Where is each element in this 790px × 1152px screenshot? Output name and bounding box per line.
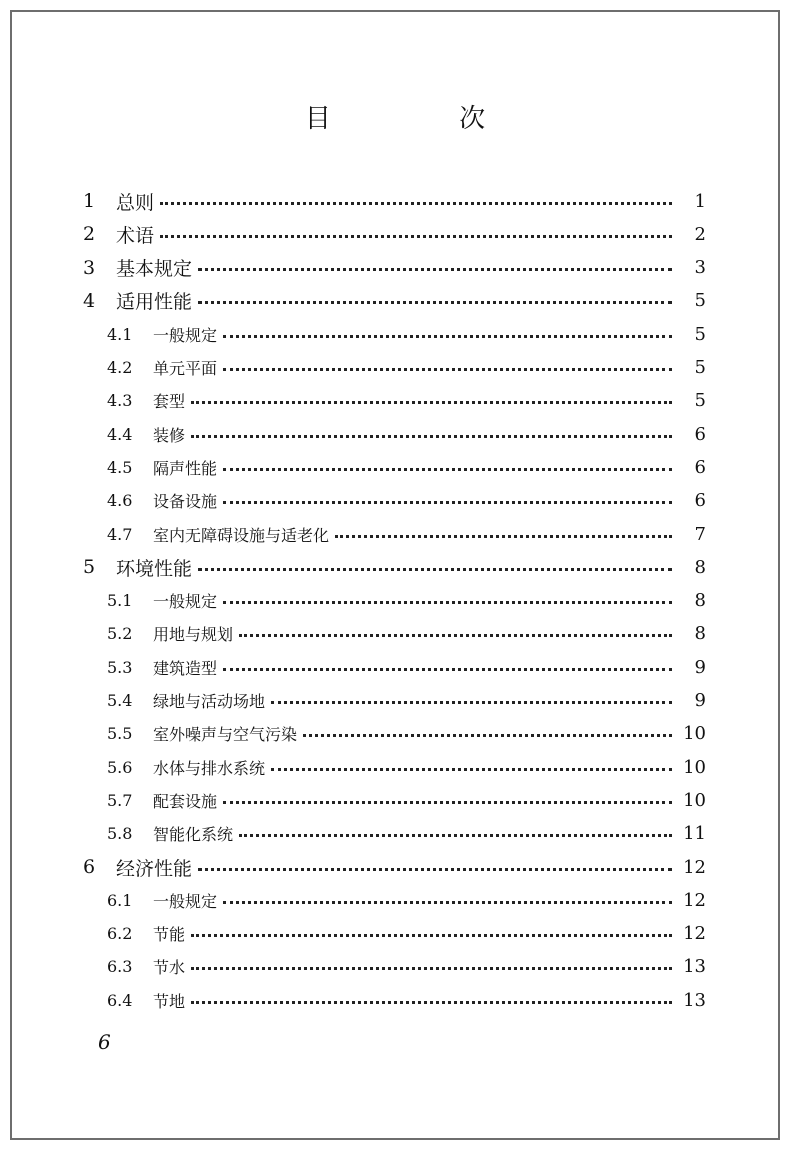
toc-entry-page: 5 <box>694 357 706 378</box>
dot-leader <box>191 1001 672 1004</box>
toc-entry-section[interactable] <box>0 519 790 549</box>
toc-entry-number: 5.5 <box>107 724 133 744</box>
toc-entry-page: 5 <box>694 323 706 345</box>
dot-leader <box>160 235 672 238</box>
toc-entry-number: 5 <box>83 556 96 579</box>
toc-entry-title: 配套设施 <box>153 791 218 811</box>
toc-entry-page: 13 <box>683 956 706 978</box>
toc-entry-number: 6.4 <box>107 990 133 1010</box>
toc-entry-page: 5 <box>694 290 706 312</box>
toc-entry-chapter[interactable] <box>0 552 790 582</box>
toc-entry-number: 5.6 <box>107 757 133 777</box>
dot-leader <box>160 202 672 205</box>
toc-entry-page: 1 <box>694 190 706 212</box>
toc-entry-number: 6 <box>83 856 96 878</box>
dot-leader <box>271 701 672 704</box>
toc-entry-page: 12 <box>683 923 706 945</box>
dot-leader <box>271 768 672 771</box>
toc-entry-number: 5.3 <box>107 657 133 677</box>
toc-entry-number: 4.6 <box>107 491 133 511</box>
toc-entry-page: 11 <box>683 823 706 845</box>
toc-entry-section[interactable] <box>0 752 790 782</box>
toc-entry-section[interactable] <box>0 419 790 449</box>
toc-entry-number: 4.7 <box>107 524 133 544</box>
dot-leader <box>198 868 672 871</box>
toc-entry-title: 节水 <box>153 958 186 978</box>
toc-entry-section[interactable] <box>0 919 790 949</box>
toc-entry-section[interactable] <box>0 353 790 383</box>
dot-leader <box>198 568 672 571</box>
toc-entry-page: 12 <box>683 856 706 878</box>
toc-entry-page: 8 <box>694 590 706 612</box>
toc-entry-section[interactable] <box>0 452 790 482</box>
toc-entry-page: 8 <box>694 556 706 578</box>
toc-entry-page: 7 <box>694 523 706 545</box>
toc-entry-section[interactable] <box>0 952 790 982</box>
toc-entry-chapter[interactable] <box>0 186 790 216</box>
toc-entry-number: 6.3 <box>107 957 133 977</box>
toc-entry-section[interactable] <box>0 686 790 716</box>
toc-entry-chapter[interactable] <box>0 286 790 316</box>
toc-entry-number: 1 <box>83 190 96 212</box>
toc-entry-number: 3 <box>83 256 96 279</box>
dot-leader <box>198 268 672 271</box>
toc-entry-page: 10 <box>683 723 706 745</box>
dot-leader <box>223 501 672 504</box>
toc-entry-number: 4.1 <box>107 324 133 344</box>
dot-leader <box>191 401 672 404</box>
toc-entry-number: 6.1 <box>107 890 133 910</box>
toc-entry-title: 适用性能 <box>116 291 193 314</box>
toc-entry-title: 用地与规划 <box>153 625 234 645</box>
toc-entry-page: 6 <box>694 456 706 478</box>
dot-leader <box>335 535 672 538</box>
dot-leader <box>191 435 672 438</box>
toc-entry-title: 节地 <box>153 991 186 1011</box>
toc-entry-number: 5.2 <box>107 624 133 644</box>
toc-entry-title: 隔声性能 <box>153 458 218 478</box>
toc-entry-number: 5.1 <box>107 591 133 611</box>
toc-entry-title: 一般规定 <box>153 592 218 612</box>
toc-entry-title: 智能化系统 <box>153 825 234 845</box>
toc-entry-title: 一般规定 <box>153 325 218 345</box>
toc-entry-title: 经济性能 <box>116 857 193 880</box>
dot-leader <box>223 668 672 671</box>
toc-entry-number: 4.4 <box>107 424 133 444</box>
dot-leader <box>191 934 672 937</box>
toc-entry-section[interactable] <box>0 319 790 349</box>
toc-entry-title: 节能 <box>153 925 186 945</box>
toc-entry-section[interactable] <box>0 785 790 815</box>
toc-entry-page: 9 <box>694 690 706 711</box>
toc-entry-section[interactable] <box>0 819 790 849</box>
toc-entry-number: 2 <box>83 223 96 246</box>
dot-leader <box>239 634 672 637</box>
toc-entry-section[interactable] <box>0 652 790 682</box>
toc-entry-chapter[interactable] <box>0 253 790 283</box>
toc-entry-page: 6 <box>694 490 706 512</box>
toc-entry-section[interactable] <box>0 719 790 749</box>
toc-entry-title: 套型 <box>153 392 186 412</box>
dot-leader <box>191 967 672 970</box>
dot-leader <box>223 468 672 471</box>
toc-entry-page: 5 <box>694 390 706 412</box>
toc-entry-title: 总则 <box>116 191 155 214</box>
toc-entry-page: 3 <box>694 257 706 279</box>
toc-entry-chapter[interactable] <box>0 852 790 882</box>
toc-entry-number: 6.2 <box>107 924 133 944</box>
toc-entry-title: 单元平面 <box>153 359 218 378</box>
toc-entry-page: 6 <box>694 423 706 445</box>
toc-entry-title: 装修 <box>153 425 186 445</box>
toc-entry-page: 8 <box>694 623 706 645</box>
toc-entry-page: 10 <box>683 756 706 778</box>
toc-entry-number: 5.4 <box>107 691 133 710</box>
toc-entry-page: 2 <box>694 223 706 245</box>
toc-entry-title: 建筑造型 <box>153 658 218 678</box>
toc-entry-page: 9 <box>694 656 706 678</box>
toc-entry-title: 基本规定 <box>116 258 193 281</box>
toc-entry-number: 4 <box>83 289 96 312</box>
toc-entry-number: 4.2 <box>107 358 133 377</box>
toc-entry-page: 12 <box>683 889 706 911</box>
dot-leader <box>223 901 672 904</box>
toc-entry-title: 绿地与活动场地 <box>153 692 266 711</box>
dot-leader <box>223 601 672 604</box>
page-folio: 6 <box>98 1030 111 1054</box>
toc-entry-section[interactable] <box>0 619 790 649</box>
toc-entry-number: 5.8 <box>107 824 133 844</box>
dot-leader <box>198 301 672 304</box>
dot-leader <box>239 834 672 837</box>
toc-entry-number: 4.3 <box>107 391 133 411</box>
page-title: 目 次 <box>304 104 546 134</box>
toc-entry-number: 4.5 <box>107 457 133 477</box>
toc-entry-section[interactable] <box>0 985 790 1015</box>
toc-entry-title: 术语 <box>116 224 155 247</box>
toc-entry-title: 一般规定 <box>153 891 218 911</box>
toc-entry-page: 13 <box>683 989 706 1011</box>
dot-leader <box>223 368 672 371</box>
toc-entry-title: 室外噪声与空气污染 <box>153 725 298 745</box>
toc-entry-title: 设备设施 <box>153 492 218 512</box>
toc-entry-title: 水体与排水系统 <box>153 758 266 778</box>
toc-entry-title: 室内无障碍设施与适老化 <box>153 525 330 545</box>
dot-leader <box>303 734 672 737</box>
toc-entry-page: 10 <box>683 789 706 811</box>
toc-entry-section[interactable] <box>0 885 790 915</box>
toc-entry-section[interactable] <box>0 586 790 616</box>
toc-entry-chapter[interactable] <box>0 219 790 249</box>
toc-entry-number: 5.7 <box>107 790 133 810</box>
dot-leader <box>223 335 672 338</box>
toc-entry-section[interactable] <box>0 486 790 516</box>
toc-entry-section[interactable] <box>0 386 790 416</box>
dot-leader <box>223 801 672 804</box>
toc-entry-title: 环境性能 <box>116 557 193 580</box>
